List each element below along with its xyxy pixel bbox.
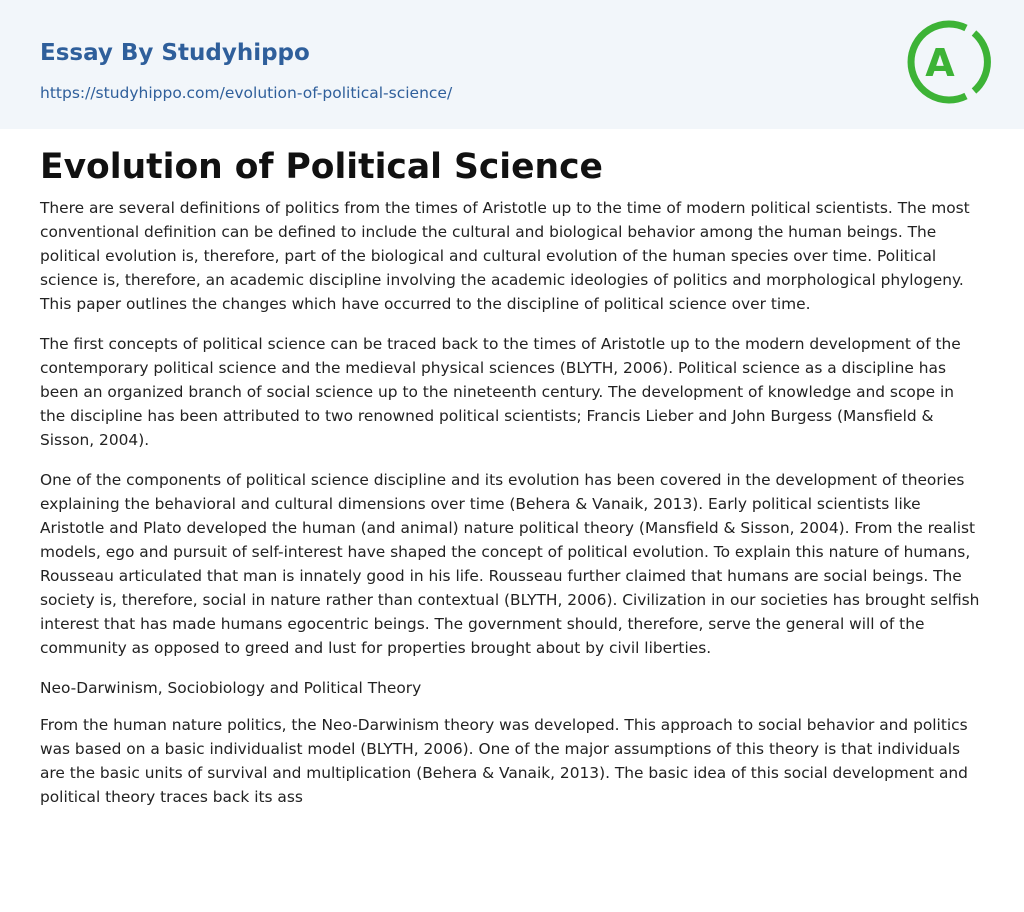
paragraph-1: There are several definitions of politics from the times of Aristotle up to the time of modern political scientists. The most conventional definition can be defined to include the cultural and biological behavior among the human beings. The political evolution is, therefore, part of the biological and cultural evolution of the human species over time. Political science is, therefore, an academic discipline involving the academic ideologies of politics and morphological phylogeny. This paper outlines the changes which have occurred to the discipline of political science over time. xyxy=(40,199,970,313)
page-url-link[interactable]: https://studyhippo.com/evolution-of-political-science/ xyxy=(40,84,453,102)
page-title: Evolution of Political Science xyxy=(40,147,603,187)
section-subheading: Neo-Darwinism, Sociobiology and Political Theory xyxy=(40,679,422,697)
paragraph-3: One of the components of political science discipline and its evolution has been covered in the development of theories explaining the behavioral and cultural dimensions over time (Behera & Vanaik, 2013). Early political scientists like Aristotle and Plato developed the human (and animal) nature political theory (Mansfield & Sisson, 2004). From the realist models, ego and pursuit of self-interest have shaped the concept of political evolution. To explain this nature of humans, Rousseau articulated that man is innately good in his life. Rousseau further claimed that humans are social beings. The society is, therefore, social in nature rather than contextual (BLYTH, 2006). Civilization in our societies has brought selfish interest that has made humans egocentric beings. The government should, therefore, serve the general will of the community as opposed to greed and lust for properties brought about by civil liberties. xyxy=(40,471,980,657)
paragraph-4: From the human nature politics, the Neo-Darwinism theory was developed. This approach to social behavior and politics was based on a basic individualist model (BLYTH, 2006). One of the major assumptions of this theory is that individuals are the basic units of survival and multiplication (Behera & Vanaik, 2013). The basic idea of this social development and political theory traces back its ass xyxy=(40,716,968,806)
brand-title[interactable]: Essay By Studyhippo xyxy=(40,40,310,66)
logo-letter: A xyxy=(925,41,955,85)
paragraph-2: The first concepts of political science can be traced back to the times of Aristotle up to the modern development of the contemporary political science and the medieval physical sciences (BLYTH, 2006). Political science as a discipline has been an organized branch of social science up to the nineteenth century. The development of knowledge and scope in the discipline has been attributed to two renowned political scientists; Francis Lieber and John Burgess (Mansfield & Sisson, 2004). xyxy=(40,335,961,449)
studyhippo-logo-icon[interactable] xyxy=(904,18,992,106)
site-header xyxy=(0,0,1024,129)
article-body xyxy=(40,144,984,825)
